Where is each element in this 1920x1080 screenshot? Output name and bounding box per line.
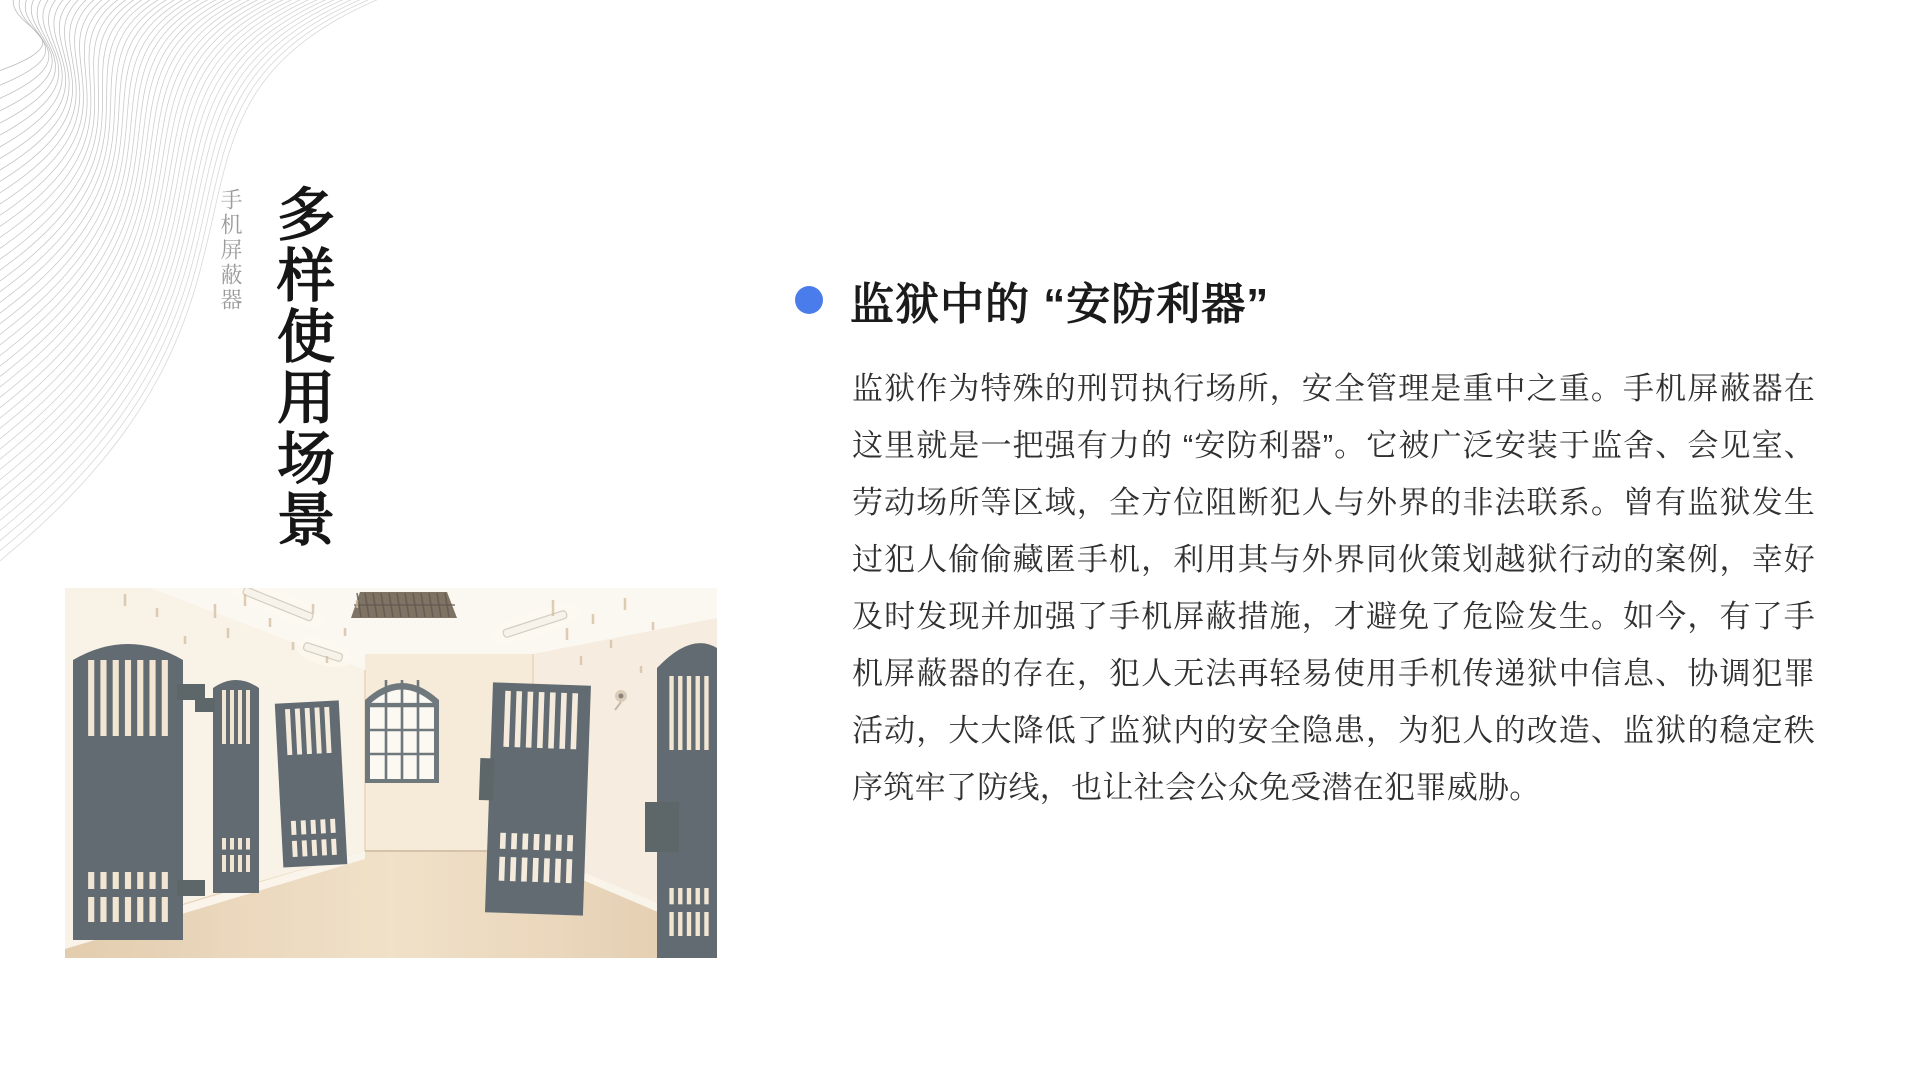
section-body-paragraph: 监狱作为特殊的刑罚执行场所，安全管理是重中之重。手机屏蔽器在这里就是一把强有力的 “安防利器”。它被广泛安装于监舍、会见室、劳动场所等区域，全方位阻断犯人与外界的非法联系。曾有监狱发生过犯人偷偷藏匿手机，利用其与外界同伙策划越狱行动的案例，幸好及时发现并加强了手机屏蔽措施，才避免了危险发生。如今，有了手机屏蔽器的存在，犯人无法再轻易使用手机传递狱中信息、协调犯罪活动，大大降低了监狱内的安全隐患，为犯人的改造、监狱的稳定秩序筑牢了防线，也让社会公众免受潜在犯罪威胁。 bbox=[852, 371, 1815, 805]
prison-corridor-illustration bbox=[65, 588, 717, 958]
section-heading-row bbox=[795, 272, 1269, 328]
phone-jammer-side-label: 手机屏蔽器 bbox=[218, 188, 243, 313]
bullet-dot-icon bbox=[795, 286, 823, 314]
vertical-page-title: 多样使用场景 bbox=[268, 184, 333, 550]
section-heading: 监狱中的 “安防利器” bbox=[850, 280, 1270, 329]
prison-corridor-photo bbox=[65, 588, 717, 958]
